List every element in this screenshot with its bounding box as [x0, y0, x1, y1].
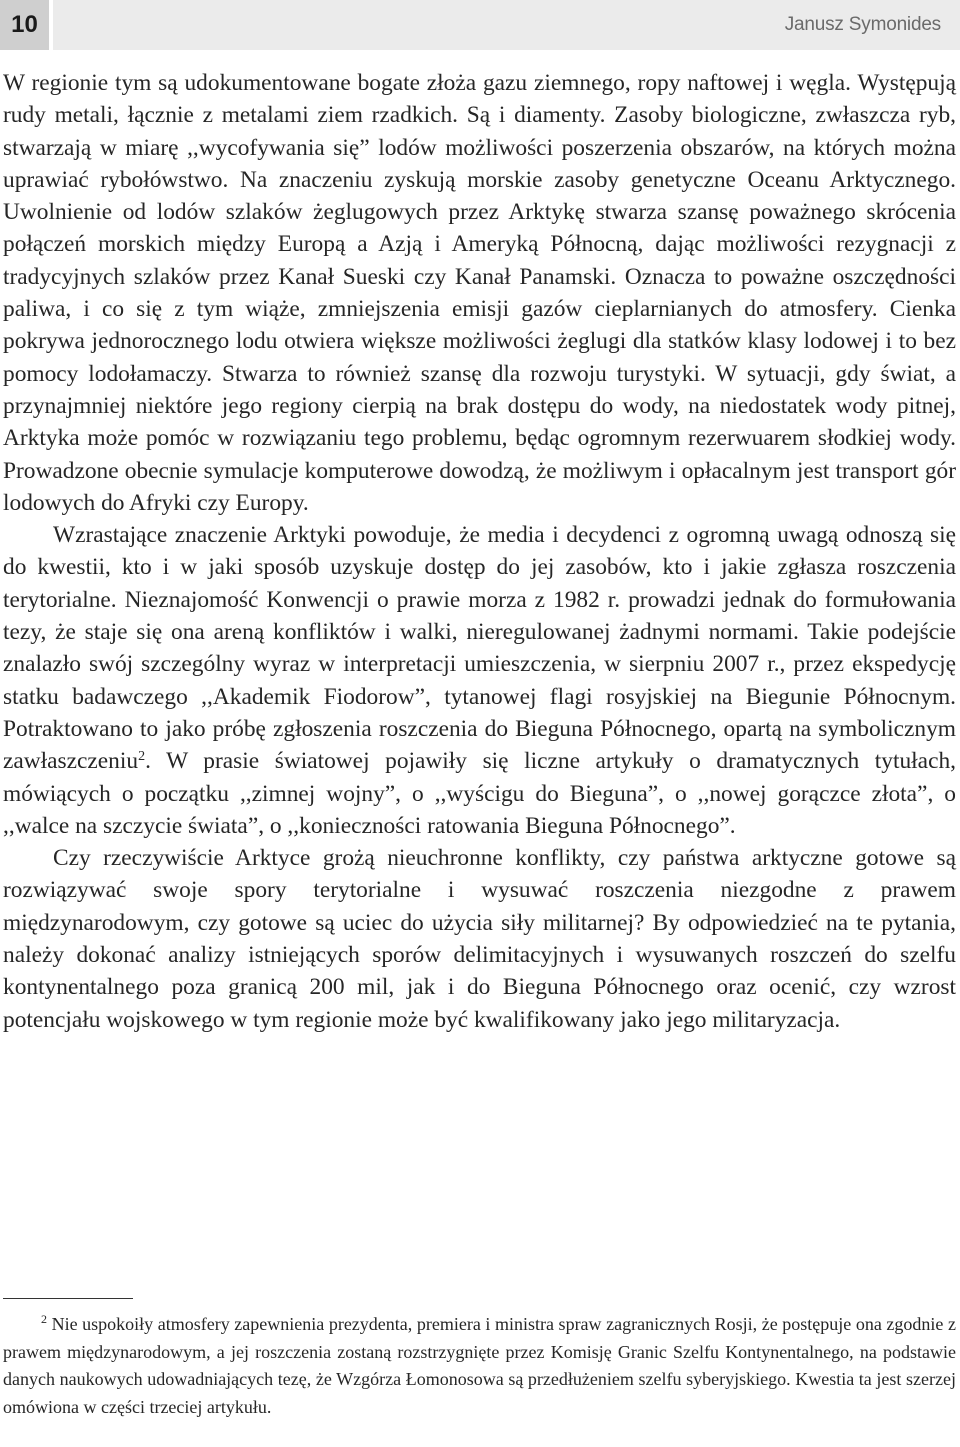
body-text [3, 67, 956, 1036]
paragraph-2-text-after: . W prasie światowej pojawiły się liczne artykuły o dramatycznych tytułach, mówiących o początku ,,zimnej wojny”, o ,,wyścigu do Bieguna”, o ,,nowej gorączce złota”, o ,,walce na szczycie świata”, o ,,konieczności ratowania Bieguna Północnego”. [3, 748, 956, 839]
paragraph-2 [3, 519, 956, 842]
footnote-text: Nie uspokoiły atmosfery zapewnienia prezydenta, premiera i ministra spraw zagranicznych Rosji, że postępuje ona zgodnie z prawem międzynarodowym, a jej roszczenia zostaną rozstrzygnięte przez Komisję Granic Szelfu Kontynentalnego, na podstawie danych naukowych udowadniających tezę, że Wzgórza Łomonosowa są przedłużeniem szelfu syberyjskiego. Kwestia ta jest szerzej omówiona w części trzeciej artykułu. [3, 1314, 956, 1417]
page-number: 10 [0, 0, 49, 50]
running-head-author: Janusz Symonides [784, 14, 941, 35]
running-head [53, 0, 960, 50]
footnote-separator [3, 1298, 133, 1299]
footnote-reference[interactable]: 2 [138, 749, 146, 765]
paragraph-1: W regionie tym są udokumentowane bogate złoża gazu ziemnego, ropy naftowej i węgla. Występują rudy metali, łącznie z metalami ziem rzadkich. Są i diamenty. Zasoby biologiczne, zwłaszcza ryb, stwarzają w miarę ,,wycofywania się” lodów możliwości poszerzenia obszarów, na których można uprawiać rybołówstwo. Na znaczeniu zyskują morskie zasoby genetyczne Oceanu Arktycznego. Uwolnienie od lodów szlaków żeglugowych przez Arktykę stwarza szansę poważnego skrócenia połączeń morskich między Europą a Azją i Ameryką Północną, dając możliwości rezygnacji z tradycyjnych szlaków przez Kanał Sueski czy Kanał Panamski. Oznacza to poważne oszczędności paliwa, i co się z tym wiąże, zmniejszenia emisji gazów cieplarnianych do atmosfery. Cienka pokrywa jednorocznego lodu otwiera większe możliwości żeglugi dla statków klasy lodowej i to bez pomocy lodołamaczy. Stwarza to również szansę dla rozwoju turystyki. W sytuacji, gdy świat, a przynajmniej niektóre jego regiony cierpią na brak dostępu do wody, na niedostatek wody pitnej, Arktyka może pomóc w rozwiązaniu tego problemu, będąc ogromnym rezerwuarem słodkiej wody. Prowadzone obecnie symulacje komputerowe dowodzą, że możliwym i opłacalnym jest transport gór lodowych do Afryki czy Europy. [3, 70, 956, 516]
paragraph-2-text-before: Wzrastające znaczenie Arktyki powoduje, że media i decydenci z ogromną uwagą odnoszą się do kwestii, kto i w jaki sposób uzyskuje dostęp do jej zasobów, kto i jakie zgłasza roszczenia terytorialne. Nieznajomość Konwencji o prawie morza z 1982 r. prowadzi jednak do formułowania tezy, że staje się ona areną konfliktów i walki, nieregulowanej żadnymi normami. Takie podejście znalazło swój szczególny wyraz w interpretacji umieszczenia, w sierpniu 2007 r., przez ekspedycję statku badawczego ,,Akademik Fiodorow”, tytanowej flagi rosyjskiej na Biegunie Północnym. Potraktowano to jako próbę zgłoszenia roszczenia do Bieguna Północnego, opartą na symbolicznym zawłaszczeniu [3, 522, 956, 775]
paragraph-3: Czy rzeczywiście Arktyce grożą nieuchronne konflikty, czy państwa arktyczne gotowe są rozwiązywać swoje spory terytorialne i wysuwać roszczenia niezgodne z prawem międzynarodowym, czy gotowe są uciec do użycia siły militarnej? By odpowiedzieć na te pytania, należy dokonać analizy istniejących sporów delimitacyjnych i wysuwanych roszczeń do szelfu kontynentalnego poza granicą 200 mil, jak i do Bieguna Północnego oraz ocenić, czy wzrost potencjału wojskowego w tym regionie może być kwalifikowany jako jego militaryzacja. [3, 845, 956, 1033]
page-header [0, 0, 960, 50]
footnote [3, 1311, 956, 1421]
footnote-number: 2 [41, 1312, 47, 1326]
